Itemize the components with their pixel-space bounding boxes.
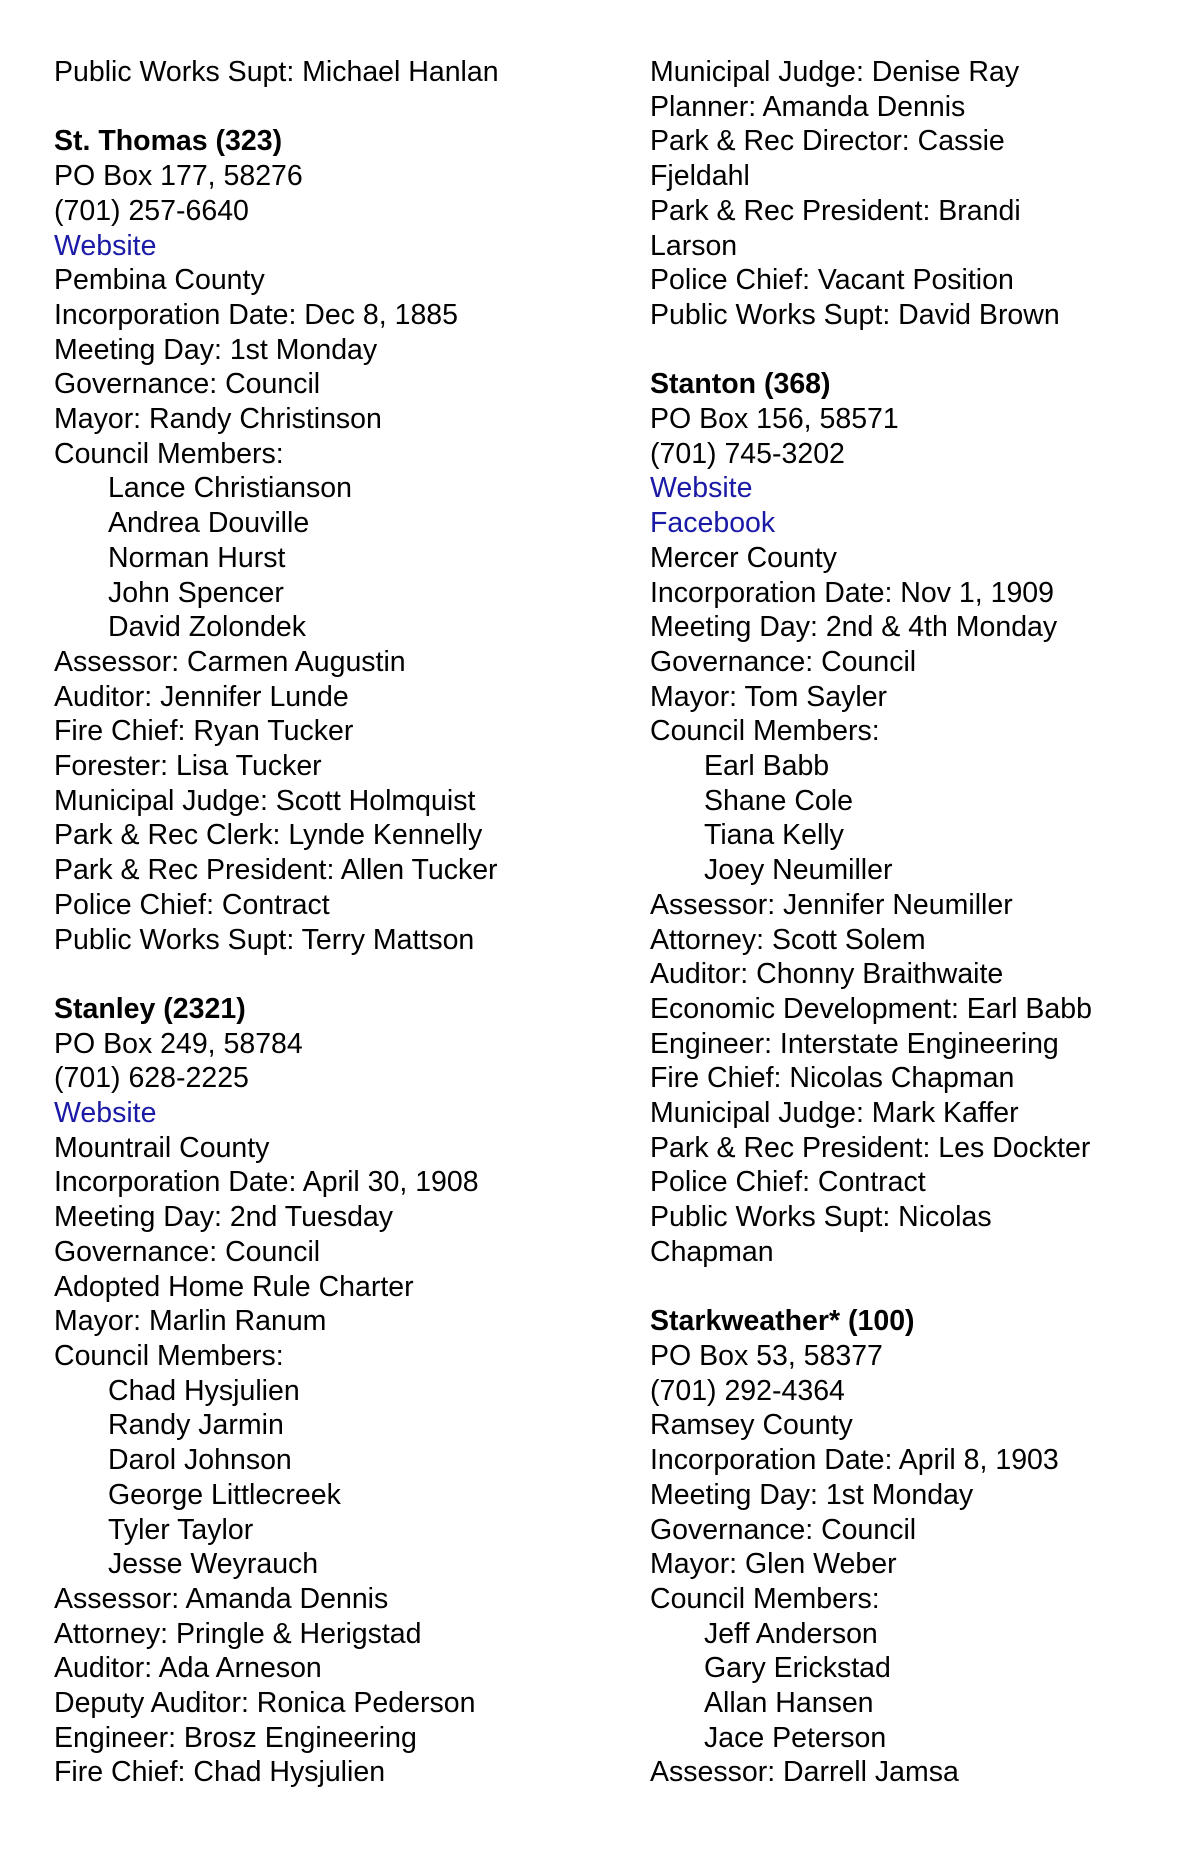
directory-entry-line: Governance: Council [54,368,321,401]
section-spacer [54,957,614,992]
city-heading: Starkweather* (100) [650,1305,915,1338]
directory-entry-line: Public Works Supt: Terry Mattson [54,923,475,956]
directory-entry-line: Park & Rec Director: Cassie [650,125,1005,158]
directory-entry-line: Assessor: Amanda Dennis [54,1582,389,1615]
website-link[interactable]: Website [54,229,157,262]
directory-entry-line: Adopted Home Rule Charter [54,1270,414,1303]
directory-entry-line: Ramsey County [650,1409,853,1442]
directory-entry-line: Public Works Supt: David Brown [650,298,1060,331]
council-member-name: Tyler Taylor [108,1513,254,1546]
directory-entry-line: Municipal Judge: Mark Kaffer [650,1097,1019,1130]
directory-entry-line: Mayor: Randy Christinson [54,403,382,436]
directory-entry-line: Assessor: Jennifer Neumiller [650,888,1013,921]
directory-entry-line: Council Members: [650,1582,880,1615]
directory-entry-line: Police Chief: Contract [54,888,330,921]
directory-entry-line: Engineer: Interstate Engineering [650,1027,1059,1060]
directory-entry-line: Pembina County [54,264,265,297]
directory-entry-line: Meeting Day: 2nd & 4th Monday [650,611,1058,644]
directory-entry-line: PO Box 249, 58784 [54,1027,303,1060]
directory-entry-line: PO Box 53, 58377 [650,1339,883,1372]
directory-entry-line: Governance: Council [54,1235,321,1268]
directory-entry-line: Incorporation Date: April 30, 1908 [54,1166,479,1199]
directory-entry-line: Public Works Supt: Michael Hanlan [54,56,499,88]
directory-entry-line: Governance: Council [650,645,917,678]
council-member-name: George Littlecreek [108,1478,341,1511]
council-member-name: Jeff Anderson [704,1617,878,1650]
council-member-name: Andrea Douville [108,507,310,540]
facebook-link[interactable]: Facebook [650,507,776,540]
directory-column-left [54,55,614,1790]
council-member-name: Shane Cole [704,784,853,817]
city-heading: St. Thomas (323) [54,125,283,158]
directory-entry-line: Mercer County [650,541,837,574]
city-heading: Stanton (368) [650,368,831,401]
council-member-name: David Zolondek [108,611,307,644]
directory-entry-line: Meeting Day: 2nd Tuesday [54,1201,394,1234]
directory-entry-line: Council Members: [54,437,284,470]
directory-entry-line: Larson [650,229,738,262]
directory-entry-line: (701) 745-3202 [650,437,845,470]
section-spacer [650,333,1190,368]
directory-entry-line: Park & Rec President: Les Dockter [650,1131,1091,1164]
directory-entry-line: Park & Rec President: Brandi [650,194,1021,227]
section-spacer [650,1270,1190,1305]
council-member-name: Joey Neumiller [704,854,893,887]
directory-entry-line: Engineer: Brosz Engineering [54,1721,417,1754]
directory-entry-line: Auditor: Jennifer Lunde [54,680,349,713]
directory-entry-line: Incorporation Date: April 8, 1903 [650,1444,1059,1477]
directory-column-right [650,55,1190,1790]
directory-entry-line: Chapman [650,1235,774,1268]
directory-entry-line: Attorney: Scott Solem [650,923,926,956]
directory-entry-line: Mayor: Marlin Ranum [54,1305,327,1338]
council-member-name: Randy Jarmin [108,1409,284,1442]
website-link[interactable]: Website [650,472,753,505]
directory-entry-line: Auditor: Chonny Braithwaite [650,958,1004,991]
directory-entry-line: Municipal Judge: Denise Ray [650,56,1020,88]
directory-entry-line: Fire Chief: Ryan Tucker [54,715,354,748]
directory-entry-line: Mayor: Glen Weber [650,1548,897,1581]
directory-entry-line: (701) 292-4364 [650,1374,845,1407]
council-member-name: John Spencer [108,576,284,609]
directory-entry-line: Mountrail County [54,1131,270,1164]
directory-entry-line: Municipal Judge: Scott Holmquist [54,784,476,817]
directory-entry-line: Attorney: Pringle & Herigstad [54,1617,422,1650]
city-heading: Stanley (2321) [54,992,246,1025]
website-link[interactable]: Website [54,1097,157,1130]
directory-entry-line: Meeting Day: 1st Monday [54,333,378,366]
directory-entry-line: Council Members: [650,715,880,748]
directory-entry-line: Park & Rec Clerk: Lynde Kennelly [54,819,483,852]
directory-entry-line: PO Box 156, 58571 [650,403,899,436]
directory-entry-line: Planner: Amanda Dennis [650,90,966,123]
directory-entry-line: Assessor: Darrell Jamsa [650,1756,959,1789]
directory-entry-line: Park & Rec President: Allen Tucker [54,854,498,887]
directory-entry-line: Incorporation Date: Nov 1, 1909 [650,576,1054,609]
council-member-name: Darol Johnson [108,1444,292,1477]
council-member-name: Jace Peterson [704,1721,887,1754]
directory-entry-line: Fire Chief: Nicolas Chapman [650,1062,1015,1095]
section-spacer [54,90,614,125]
council-member-name: Lance Christianson [108,472,352,505]
directory-entry-line: Deputy Auditor: Ronica Pederson [54,1687,476,1720]
directory-entry-line: Assessor: Carmen Augustin [54,645,406,678]
directory-entry-line: Incorporation Date: Dec 8, 1885 [54,298,458,331]
council-member-name: Allan Hansen [704,1687,874,1720]
directory-entry-line: Police Chief: Vacant Position [650,264,1014,297]
directory-entry-line: (701) 257-6640 [54,194,249,227]
directory-entry-line: Governance: Council [650,1513,917,1546]
directory-entry-line: Forester: Lisa Tucker [54,750,322,783]
council-member-name: Earl Babb [704,750,830,783]
council-member-name: Jesse Weyrauch [108,1548,319,1581]
directory-entry-line: Public Works Supt: Nicolas [650,1201,992,1234]
council-member-name: Chad Hysjulien [108,1374,300,1407]
directory-entry-line: (701) 628-2225 [54,1062,249,1095]
directory-entry-line: Fjeldahl [650,160,750,193]
council-member-name: Tiana Kelly [704,819,844,852]
directory-entry-line: Auditor: Ada Arneson [54,1652,322,1685]
directory-entry-line: PO Box 177, 58276 [54,160,303,193]
directory-entry-line: Council Members: [54,1339,284,1372]
council-member-name: Gary Erickstad [704,1652,891,1685]
council-member-name: Norman Hurst [108,541,286,574]
directory-entry-line: Mayor: Tom Sayler [650,680,888,713]
directory-entry-line: Police Chief: Contract [650,1166,926,1199]
directory-entry-line: Fire Chief: Chad Hysjulien [54,1756,386,1789]
directory-entry-line: Meeting Day: 1st Monday [650,1478,974,1511]
directory-entry-line: Economic Development: Earl Babb [650,992,1092,1025]
